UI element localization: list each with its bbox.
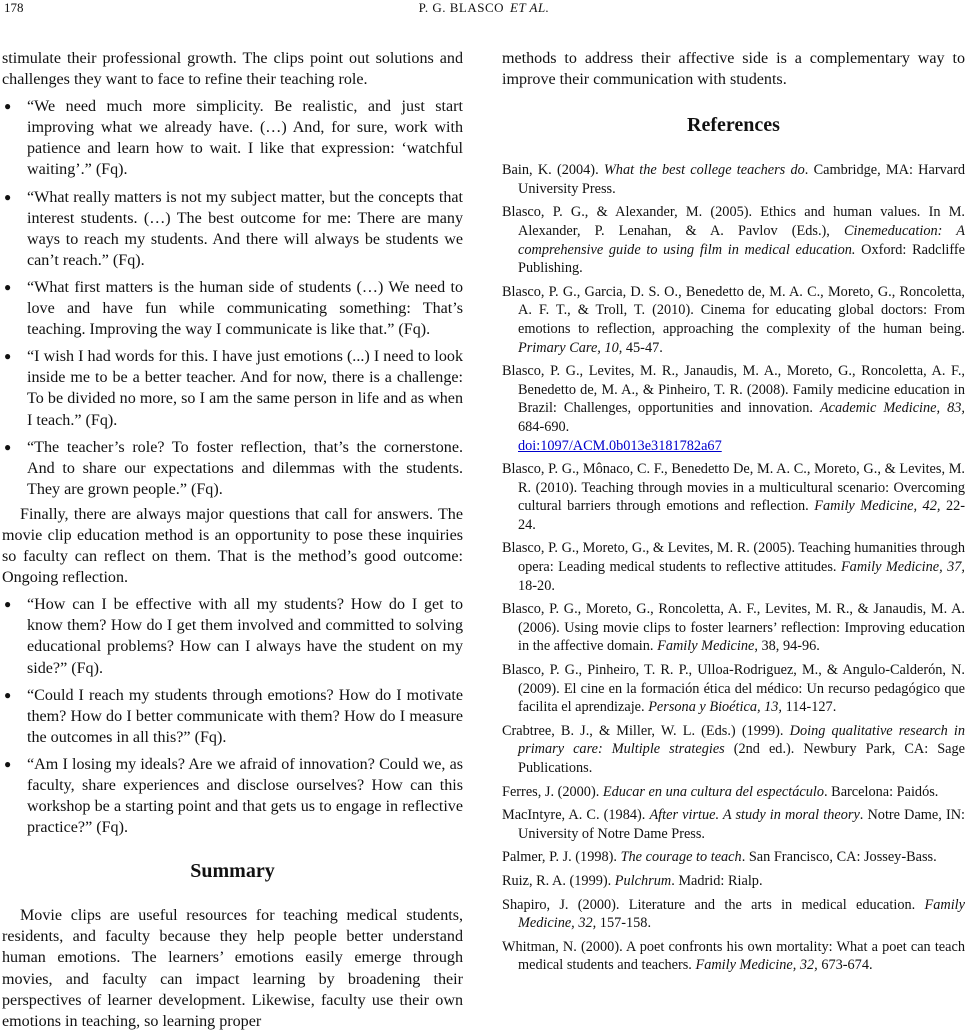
reference-text: Bain, K. (2004).: [502, 162, 604, 179]
reference-text: Crabtree, B. J., & Miller, W. L. (Eds.) (1999).: [502, 722, 790, 739]
reference-text: Shapiro, J. (2000). Literature and the arts in medical education.: [502, 896, 925, 913]
reference-entry: [502, 362, 965, 455]
reference-title: Persona y Bioética, 13,: [648, 699, 782, 716]
quote-text: “What really matters is not my subject matter, but the concepts that interest students. (…) The best outcome for me: There are many ways to reach my students. And there will always be students we can’t reach.” (Fq).: [27, 188, 463, 269]
reference-text-tail: . Barcelona: Paidós.: [824, 783, 939, 800]
bullet-icon: ●: [4, 99, 12, 114]
reference-entry: [502, 722, 965, 778]
reference-text-tail: 18-20.: [518, 577, 555, 594]
summary-paragraph: Movie clips are useful resources for teaching medical students, residents, and faculty because they help people better understand human emotions. The learners’ emotions easily emerge through movies, and faculty can impact learning by broadening their perspectives of learner development. Likewise, faculty use their own emotions in teaching, so learning proper: [2, 907, 463, 1030]
quote-item: [2, 187, 463, 271]
reference-title: Primary Care, 10,: [518, 339, 623, 356]
bullet-icon: ●: [4, 756, 12, 771]
reference-text-tail: 157-158.: [596, 915, 652, 932]
reference-entry: [502, 460, 965, 534]
reference-entry: [502, 203, 965, 277]
paragraph-continued: stimulate their professional growth. The clips point out solutions and challenges they want to face to refine their teaching role.: [2, 50, 463, 89]
bullet-icon: ●: [4, 189, 12, 204]
reference-text-tail: Oxford: Radcliffe Publishing.: [518, 241, 965, 277]
running-head-authors: P. G. BLASCO: [418, 0, 505, 15]
reference-title: Family Medicine, 37,: [840, 559, 965, 576]
reference-title: Family Medicine, 32,: [695, 957, 818, 974]
left-column: [2, 48, 463, 1032]
quote-text: “We need much more simplicity. Be realistic, and just start improving what we already have. (…) And, for sure, work with patience and learn how to wait. I like that expression: ‘watchful waiting’.” (Fq).: [27, 98, 463, 179]
quote-text: “The teacher’s role? To foster reflection, that’s the cornerstone. And to share our expectations and dilemmas with the students. They are grown people.” (Fq).: [27, 438, 463, 498]
quote-item: [2, 685, 463, 748]
reference-text-tail: , 38, 94-96.: [754, 638, 820, 655]
page-header: [0, 0, 968, 22]
reference-entry: [502, 896, 965, 933]
quote-list-outcomes: [2, 96, 463, 500]
quote-text: “How can I be effective with all my students? How do I get to know them? How do I get them involved and committed to solving educational problems? How can I always have the student on my side?” (Fq).: [27, 596, 463, 677]
reference-title: What the best college teachers do: [603, 162, 805, 179]
reference-text: Ruiz, R. A. (1999).: [502, 872, 615, 889]
reference-text-tail: 673-674.: [817, 957, 873, 974]
doi-link[interactable]: doi:1097/ACM.0b013e3181782a67: [518, 437, 722, 454]
reference-text-tail: . Notre Dame, IN: University of Notre Dame Press.: [518, 807, 966, 842]
quote-item: [2, 346, 463, 430]
reference-text-tail: (2nd ed.). Newbury Park, CA: Sage Publications.: [518, 741, 965, 776]
quote-item: [2, 594, 463, 678]
quote-item: [2, 96, 463, 180]
reference-text-tail: . Cambridge, MA: Harvard University Press.: [518, 162, 965, 197]
quote-text: “Am I losing my ideals? Are we afraid of innovation? Could we, as faculty, share experiences and disclose ourselves? How can this workshop be a starting point and that gets us to engage in reflective practice?” (Fq).: [27, 755, 463, 837]
bullet-icon: ●: [4, 439, 12, 454]
reference-text: Whitman, N. (2000). A poet confronts his own mortality: What a poet can teach medical students and teachers.: [502, 938, 965, 974]
reference-text: MacIntyre, A. C. (1984).: [502, 807, 650, 824]
reference-text: Ferres, J. (2000).: [502, 783, 603, 800]
reference-text: Blasco, P. G., Garcia, D. S. O., Benedetto de, M. A. C., Moreto, G., Roncoletta, A. F. T., & Troll, T. (2010). Cinema for educating global doctors: From emotions to reflection, approaching the complexity of the human being.: [502, 283, 965, 337]
quote-text: “What first matters is the human side of students (…) We need to love and have fun while communicating something: That’s teaching. Improving the way I communicate is like that.” (Fq).: [27, 278, 463, 339]
page-number: 178: [4, 0, 24, 15]
reference-entry: [502, 938, 965, 975]
reference-text: Blasco, P. G., Levites, M. R., Janaudis, M. A., Moreto, G., Roncoletta, A. F., Benedetto de, M. A., & Pinheiro, T. R. (2008). Family medicine education in Brazil: Challenges, opportunities and innovation.: [502, 363, 965, 417]
reference-text-tail: 684-690.: [518, 418, 570, 435]
reference-entry: [502, 661, 965, 717]
running-head: [0, 0, 968, 16]
reference-text-tail: 22-24.: [518, 498, 966, 533]
paragraph-finally: Finally, there are always major questions that call for answers. The movie clip education method is an opportunity to pose these inquiries so faculty can reflect on them. That is the method’s good outcome: Ongoing reflection.: [2, 505, 463, 587]
reference-title: Doing qualitative research in primary care: Multiple strategies: [518, 722, 965, 758]
bullet-icon: ●: [4, 687, 12, 702]
reference-title: Family Medicine: [657, 638, 755, 655]
quote-item: [2, 754, 463, 838]
quote-list-questions: [2, 594, 463, 838]
reference-list: [502, 161, 965, 975]
reference-entry: [502, 161, 965, 198]
reference-entry: [502, 848, 965, 867]
reference-text-tail: . San Francisco, CA: Jossey-Bass.: [741, 849, 937, 866]
reference-title: After virtue. A study in moral theory: [649, 807, 860, 824]
reference-entry: [502, 539, 965, 595]
section-heading-summary: Summary: [190, 860, 275, 883]
reference-text: Blasco, P. G., & Alexander, M. (2005). Ethics and human values. In M. Alexander, P. Lenahan, & A. Pavlov (Eds.),: [502, 204, 965, 239]
reference-title: Family Medicine, 32,: [518, 896, 965, 932]
reference-title: The courage to teach: [620, 849, 742, 866]
reference-text: Palmer, P. J. (1998).: [502, 849, 621, 866]
reference-entry: [502, 806, 965, 843]
quote-text: “Could I reach my students through emotions? How do I motivate them? How do I better communicate with them? How do I measure the outcomes in all this?” (Fq).: [27, 686, 463, 746]
bullet-icon: ●: [4, 349, 12, 364]
reference-entry: [502, 283, 965, 357]
reference-entry: [502, 872, 965, 891]
reference-entry: [502, 783, 965, 802]
right-column: [502, 48, 965, 980]
running-head-etal: ET AL.: [510, 0, 550, 15]
section-heading-references: References: [687, 114, 780, 137]
reference-title: Academic Medicine, 83,: [819, 400, 965, 417]
quote-text: “I wish I had words for this. I have just emotions (...) I need to look inside me to be a better teacher. And for now, there is a challenge: To be divided no more, so I am the same person in life and as when I teach.” (Fq).: [27, 348, 463, 429]
bullet-icon: ●: [4, 597, 12, 612]
reference-title: Cinemeducation: A comprehensive guide to using film in medical education.: [518, 222, 965, 258]
reference-text: Blasco, P. G., Mônaco, C. F., Benedetto De, M. A. C., Moreto, G., & Levites, M. R. (2010). Teaching through movies in a multicultural scenario: Overcoming cultural barriers through emotions and reflection.: [502, 461, 965, 515]
bullet-icon: ●: [4, 279, 12, 294]
reference-text: Blasco, P. G., Moreto, G., & Levites, M. R. (2005). Teaching humanities through opera: Leading medical students to reflective attitudes.: [502, 540, 965, 576]
reference-text: Blasco, P. G., Pinheiro, T. R. P., Ulloa-Rodriguez, M., & Angulo-Calderón, N. (2009). El cine en la formación ética del médico: Un recurso pedagógico que facilita el aprendizaje.: [502, 662, 965, 716]
quote-item: [2, 277, 463, 340]
reference-entry: [502, 600, 965, 656]
reference-title: Family Medicine, 42,: [814, 498, 941, 515]
quote-item: [2, 437, 463, 500]
reference-text: Blasco, P. G., Moreto, G., Roncoletta, A. F., Levites, M. R., & Janaudis, M. A. (2006). Using movie clips to foster learners’ reflection: Improving education in the affective domain.: [502, 601, 965, 655]
reference-title: Educar en una cultura del espectáculo: [602, 783, 825, 800]
reference-text-tail: 45-47.: [622, 339, 663, 356]
paragraph-continued-right: methods to address their affective side is a complementary way to improve their communication with students.: [502, 50, 965, 89]
reference-text-tail: 114-127.: [782, 699, 837, 716]
reference-title: Pulchrum: [614, 872, 672, 889]
reference-text-tail: . Madrid: Rialp.: [671, 872, 763, 889]
